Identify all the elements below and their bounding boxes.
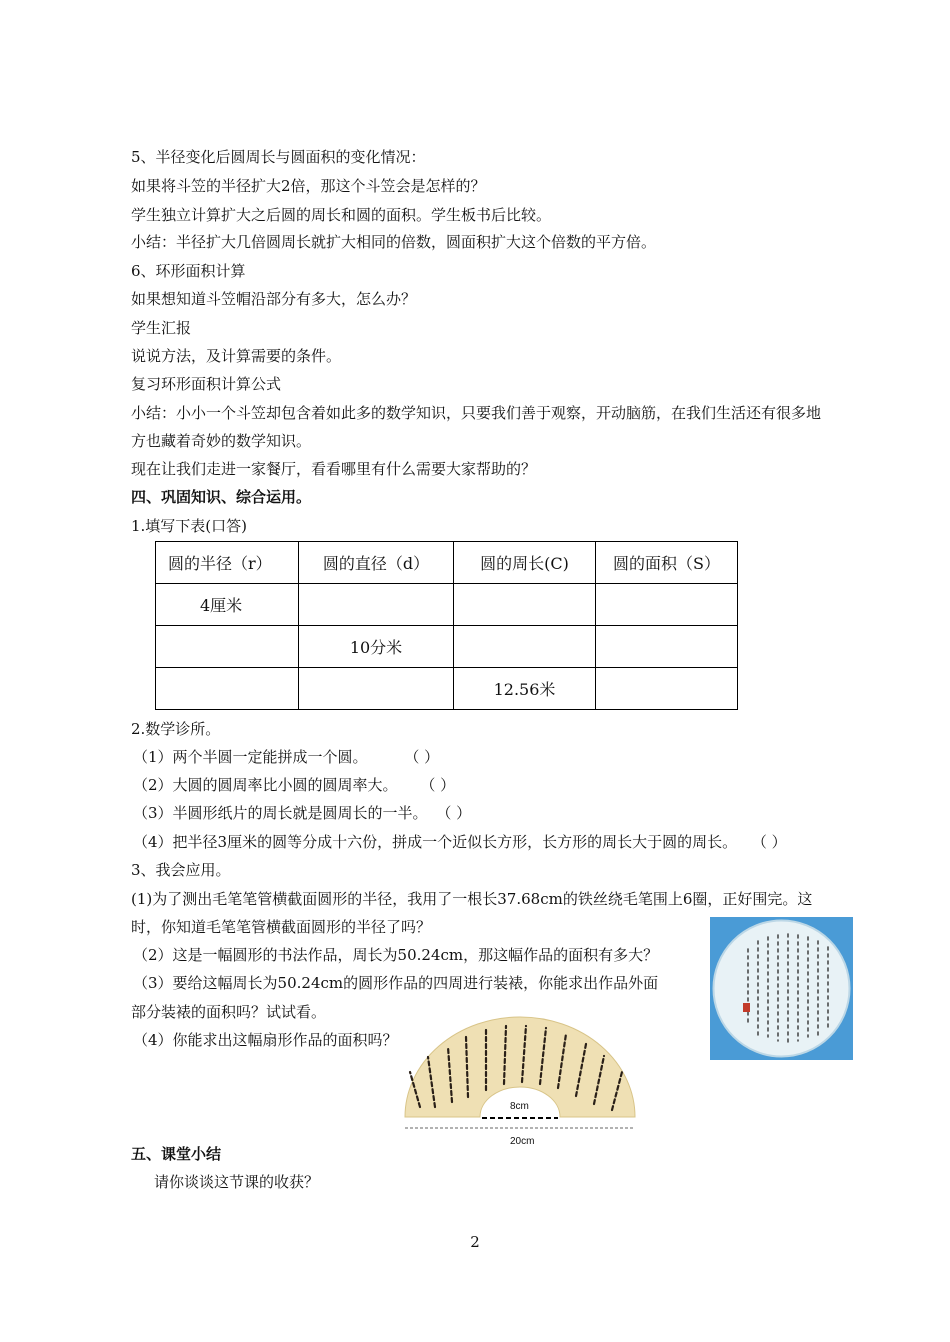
judge-title: 2.数学诊所。 (131, 720, 221, 738)
judge-text: （1）两个半圆一定能拼成一个圆。 (133, 748, 368, 766)
answer-blank: （ ） (420, 776, 456, 794)
table-row (156, 584, 738, 626)
part-5-text: 请你谈谈这节课的收获？ (154, 1173, 320, 1191)
table-cell (454, 626, 596, 668)
answer-blank: （ ） (436, 804, 472, 822)
part-4-heading: 四、巩固知识、综合运用。 (131, 488, 312, 506)
circle-table (155, 541, 738, 710)
section-6-method: 说说方法，及计算需要的条件。 (131, 347, 342, 365)
apply-q1-line2: 时，你知道毛笔笔管横截面圆形的半径了吗？ (131, 918, 432, 936)
table-cell (156, 626, 299, 668)
table-header-cell: 圆的周长(C) (454, 542, 596, 584)
judge-item (133, 803, 471, 823)
section-6-transition: 现在让我们走进一家餐厅，看看哪里有什么需要大家帮助的？ (131, 460, 537, 478)
table-cell: 4厘米 (156, 584, 299, 626)
table-header-cell: 圆的面积（S） (596, 542, 738, 584)
table-cell: 10分米 (299, 626, 454, 668)
judge-text: （2）大圆的圆周率比小圆的圆周率大。 (133, 776, 398, 794)
table-row (156, 626, 738, 668)
section-5-question: 如果将斗笠的半径扩大2倍，那这个斗笠会是怎样的？ (131, 177, 486, 195)
judge-item (133, 747, 439, 767)
judge-text: （3）半圆形纸片的周长就是圆周长的一半。 (133, 804, 428, 822)
table-header-row (156, 542, 738, 584)
section-6-review: 复习环形面积计算公式 (131, 375, 282, 393)
part-5-heading: 五、课堂小结 (131, 1145, 222, 1163)
apply-title: 3、我会应用。 (131, 861, 231, 879)
judge-item (133, 832, 787, 852)
apply-q2: （2）这是一幅圆形的书法作品，周长为50.24cm，那这幅作品的面积有多大？ (133, 946, 659, 964)
section-5-title: 5、半径变化后圆周长与圆面积的变化情况： (131, 148, 426, 166)
section-5-activity: 学生独立计算扩大之后圆的周长和圆的面积。学生板书后比较。 (131, 206, 552, 224)
apply-q1-line1: (1)为了测出毛笔笔管横截面圆形的半径，我用了一根长37.68cm的铁丝绕毛笔围上6圈，正好围完。这 (131, 890, 813, 908)
answer-blank: （ ） (404, 748, 440, 766)
table-cell (299, 668, 454, 710)
table-header-cell: 圆的直径（d） (299, 542, 454, 584)
table-row (156, 668, 738, 710)
apply-q4: （4）你能求出这幅扇形作品的面积吗？ (133, 1031, 398, 1049)
table-cell (454, 584, 596, 626)
table-cell (596, 626, 738, 668)
section-6-summary-line1: 小结：小小一个斗笠却包含着如此多的数学知识，只要我们善于观察，开动脑筋，在我们生活还有很多地 (131, 404, 822, 422)
fan-outer-label: 20cm (510, 1136, 535, 1147)
judge-text: （4）把半径3厘米的圆等分成十六份，拼成一个近似长方形，长方形的周长大于圆的周长。 (133, 833, 738, 851)
answer-blank: （ ） (751, 833, 787, 851)
judge-item (133, 775, 455, 795)
section-6-title: 6、环形面积计算 (131, 262, 246, 280)
round-calligraphy-image (710, 917, 853, 1060)
table-header-cell: 圆的半径（r） (156, 542, 299, 584)
table-cell: 12.56米 (454, 668, 596, 710)
fan-calligraphy-image (400, 1012, 640, 1152)
section-6-summary-line2: 方也藏着奇妙的数学知识。 (131, 432, 312, 450)
section-6-report: 学生汇报 (131, 319, 192, 337)
table-cell (299, 584, 454, 626)
apply-q3-line1: （3）要给这幅周长为50.24cm的圆形作品的四周进行装裱，你能求出作品外面 (133, 974, 659, 992)
apply-q3-line2: 部分装裱的面积吗？试试看。 (131, 1003, 327, 1021)
page-number: 2 (470, 1233, 480, 1251)
table-cell (596, 668, 738, 710)
table-cell (156, 668, 299, 710)
table-title: 1.填写下表(口答) (131, 517, 248, 535)
fan-inner-label: 8cm (510, 1101, 529, 1112)
section-6-question: 如果想知道斗笠帽沿部分有多大，怎么办？ (131, 290, 417, 308)
table-cell (596, 584, 738, 626)
section-5-summary: 小结：半径扩大几倍圆周长就扩大相同的倍数，圆面积扩大这个倍数的平方倍。 (131, 233, 657, 251)
